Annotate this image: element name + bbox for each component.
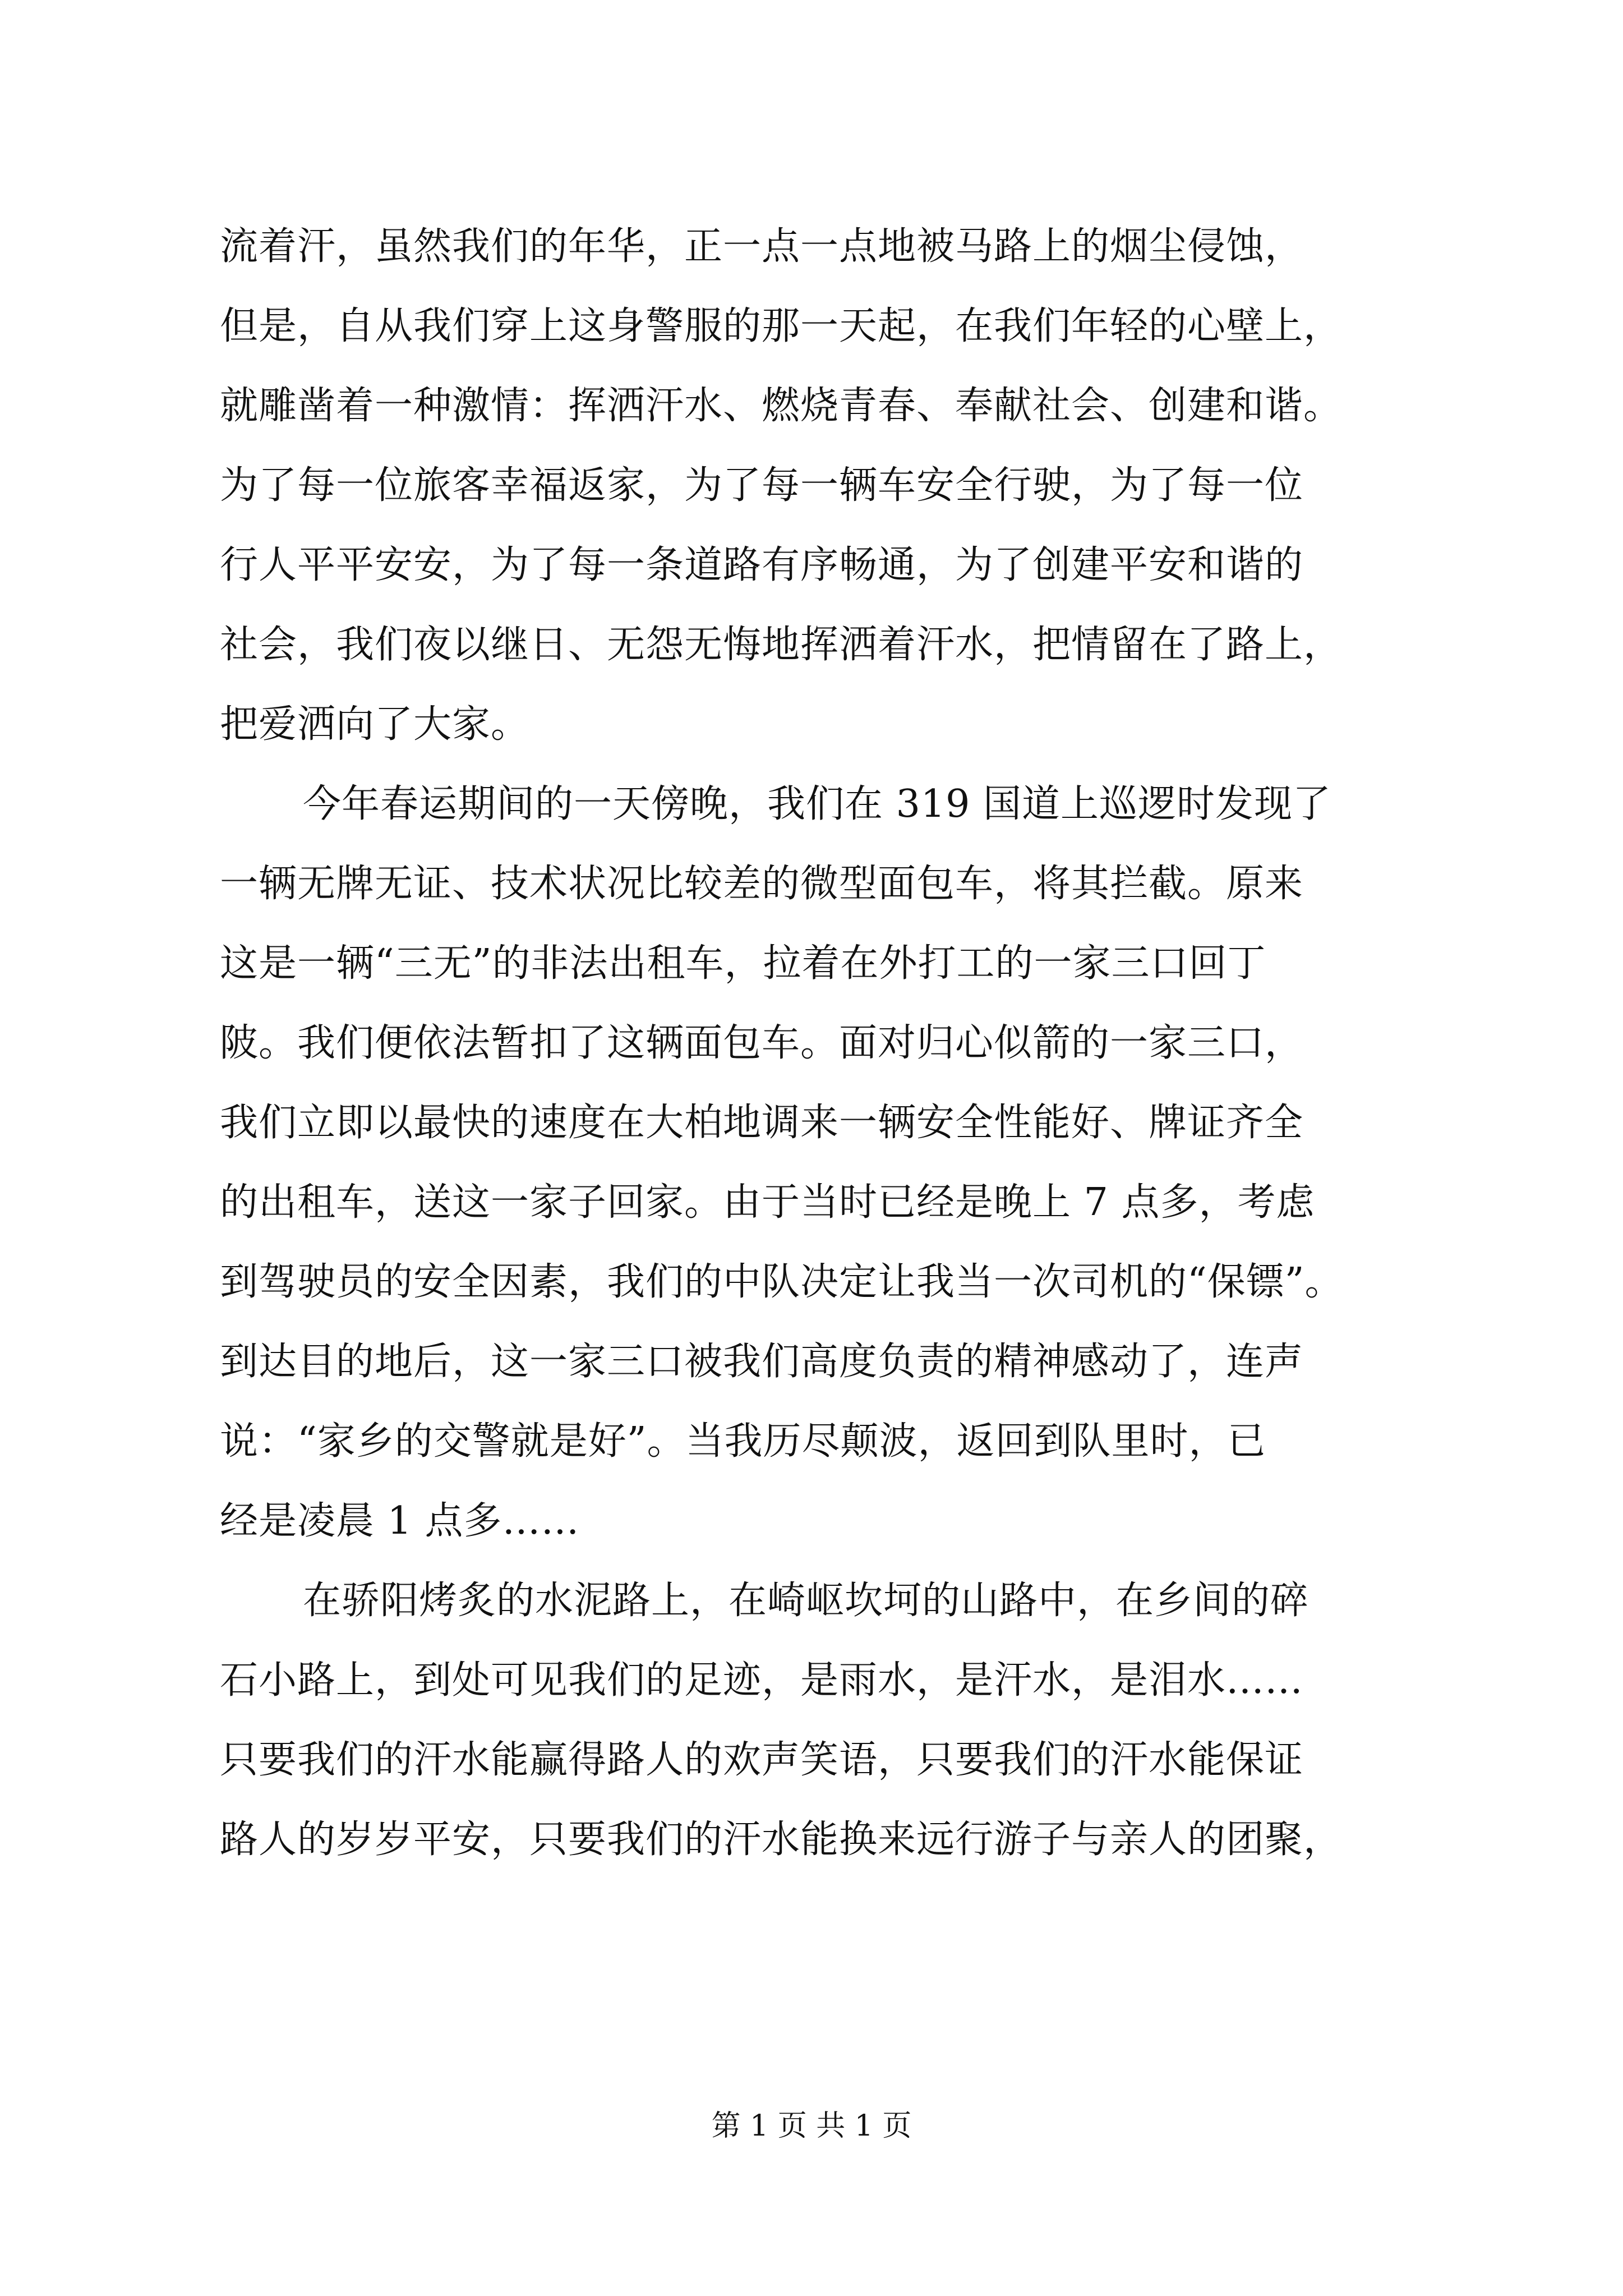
- text-line: 一辆无牌无证、技术状况比较差的微型面包车，将其拦截。原来: [220, 862, 1304, 906]
- text-line: 经是凌晨 1 点多……: [220, 1499, 580, 1543]
- text-line: 为了每一位旅客幸福返家，为了每一辆车安全行驶，为了每一位: [220, 463, 1304, 508]
- page-footer: 第 1 页 共 1 页: [711, 2109, 912, 2143]
- text-line: 行人平平安安，为了每一条道路有序畅通，为了创建平安和谐的: [220, 543, 1304, 587]
- text-line: 路人的岁岁平安，只要我们的汗水能换来远行游子与亲人的团聚，: [220, 1818, 1343, 1862]
- text-line: 陂。我们便依法暂扣了这辆面包车。面对归心似箭的一家三口，: [220, 1021, 1304, 1065]
- text-line: 说：“家乡的交警就是好”。当我历尽颠波，返回到队里时，已: [220, 1419, 1266, 1464]
- text-line: 把爱洒向了大家。: [220, 702, 530, 747]
- text-line: 石小路上，到处可见我们的足迹，是雨水，是汗水，是泪水……: [220, 1658, 1304, 1703]
- text-line: 这是一辆“三无”的非法出租车，拉着在外打工的一家三口回丁: [220, 941, 1266, 986]
- text-line: 的出租车，送这一家子回家。由于当时已经是晚上 7 点多，考虑: [220, 1180, 1315, 1225]
- text-line: 但是，自从我们穿上这身警服的那一天起，在我们年轻的心壁上，: [220, 304, 1343, 348]
- text-line: 就雕凿着一种激情：挥洒汗水、燃烧青春、奉献社会、创建和谐。: [220, 384, 1343, 428]
- text-line: 到驾驶员的安全因素，我们的中队决定让我当一次司机的“保镖”。: [220, 1260, 1344, 1304]
- text-line: 到达目的地后，这一家三口被我们高度负责的精神感动了，连声: [220, 1340, 1304, 1384]
- text-line: 社会，我们夜以继日、无怨无悔地挥洒着汗水，把情留在了路上，: [220, 623, 1343, 667]
- paragraph-first-line: 在骄阳烤炙的水泥路上，在崎岖坎坷的山路中，在乡间的碎: [303, 1579, 1310, 1623]
- paragraph-first-line: 今年春运期间的一天傍晚，我们在 319 国道上巡逻时发现了: [303, 782, 1332, 826]
- text-line: 我们立即以最快的速度在大柏地调来一辆安全性能好、牌证齐全: [220, 1101, 1304, 1145]
- text-line: 流着汗，虽然我们的年华，正一点一点地被马路上的烟尘侵蚀，: [220, 224, 1304, 269]
- text-line: 只要我们的汗水能赢得路人的欢声笑语，只要我们的汗水能保证: [220, 1738, 1304, 1782]
